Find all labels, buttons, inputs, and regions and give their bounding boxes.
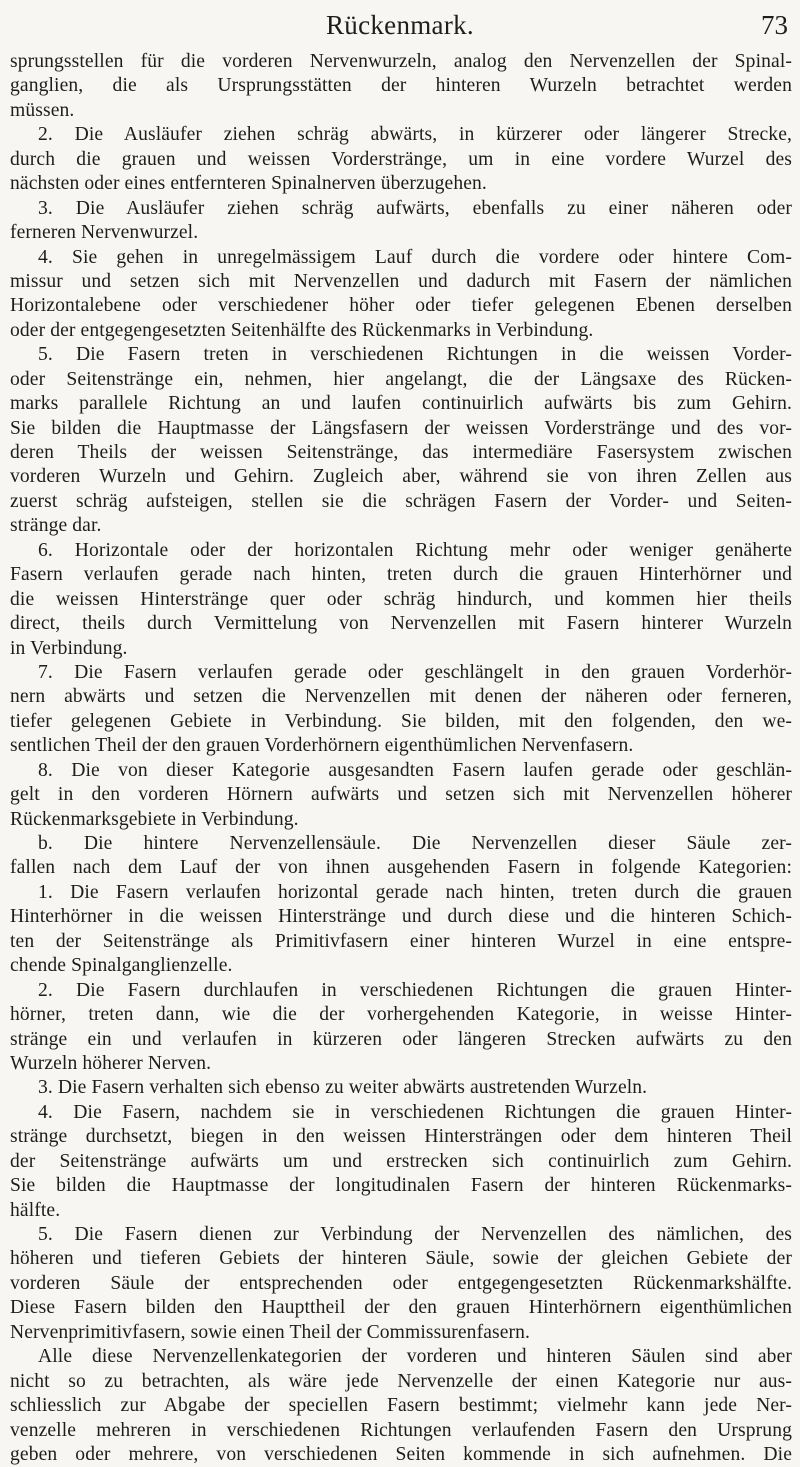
text-line: ganglien, die als Ursprungsstätten der hinteren Wurzeln betrachtet werden [10, 75, 792, 97]
text-line: 1. Die Fasern verlaufen horizontal gerade nach hinten, treten durch die grauen [38, 881, 792, 903]
text-line: 4. Die Fasern, nachdem sie in verschiedenen Richtungen die grauen Hinter- [38, 1101, 792, 1123]
text-line: zuerst schräg aufsteigen, stellen sie die schrägen Fasern der Vorder- und Seiten- [10, 490, 792, 512]
running-title: Rückenmark. [325, 10, 474, 40]
text-line: Hinterhörner in die weissen Hinterstränge und durch diese und die hinteren Schich- [10, 906, 792, 928]
text-line: die weissen Hinterstränge quer oder schräg hindurch, und kommen hier theils [10, 588, 792, 610]
text-line: stränge dar. [10, 515, 102, 537]
body-text [10, 50, 792, 1467]
text-line: nicht so zu betrachten, als wäre jede Nervenzelle der einen Kategorie nur aus- [10, 1370, 792, 1392]
text-line: b. Die hintere Nervenzellensäule. Die Nervenzellen dieser Säule zer- [38, 833, 792, 854]
text-line: der Seitenstränge aufwärts um und erstrecken sich continuirlich zum Gehirn. [10, 1150, 792, 1172]
text-line: vorderen Wurzeln und Gehirn. Zugleich aber, während sie von ihren Zellen aus [10, 466, 792, 488]
text-line: hörner, treten dann, wie die der vorhergehenden Kategorie, in weisse Hinter- [10, 1004, 792, 1026]
text-line: Diese Fasern bilden den Haupttheil der den grauen Hinterhörnern eigenthümlichen [10, 1297, 792, 1319]
text-line: deren Theils der weissen Seitenstränge, das intermediäre Fasersystem zwischen [10, 442, 792, 463]
running-header [0, 6, 800, 46]
text-line: 3. Die Fasern verhalten sich ebenso zu weiter abwärts austretenden Wurzeln. [38, 1077, 648, 1099]
text-line: Rückenmarksgebiete in Verbindung. [10, 808, 299, 830]
text-line: Sie bilden die Hauptmasse der Längsfasern der weissen Vorderstränge und des vor- [10, 417, 792, 439]
text-line: in Verbindung. [10, 637, 128, 659]
text-line: sentlichen Theil der den grauen Vorderhörnern eigenthümlichen Nervenfasern. [10, 735, 634, 757]
text-line: ferneren Nervenwurzel. [10, 222, 199, 244]
text-line: 3. Die Ausläufer ziehen schräg aufwärts, ebenfalls zu einer näheren oder [38, 197, 792, 219]
page-number: 73 [761, 10, 788, 40]
text-line: ten der Seitenstränge als Primitivfasern einer hinteren Wurzel in eine entspre- [10, 930, 792, 952]
text-line: 5. Die Fasern dienen zur Verbindung der Nervenzellen des nämlichen, des [38, 1224, 792, 1245]
text-line: hälfte. [10, 1199, 61, 1221]
text-line: 2. Die Fasern durchlaufen in verschiedenen Richtungen die grauen Hinter- [38, 979, 792, 1001]
text-line: müssen. [10, 99, 75, 121]
text-line: 8. Die von dieser Kategorie ausgesandten Fasern laufen gerade oder geschlän- [38, 759, 792, 781]
text-line: nern abwärts und setzen die Nervenzellen mit denen der näheren oder ferneren, [10, 686, 792, 708]
text-line: durch die grauen und weissen Vorderstränge, um in eine vordere Wurzel des [10, 148, 792, 170]
text-line: 7. Die Fasern verlaufen gerade oder geschlängelt in den grauen Vorderhör- [38, 661, 792, 683]
text-line: sprungsstellen für die vorderen Nervenwurzeln, analog den Nervenzellen der Spinal- [10, 51, 792, 72]
text-line: fallen nach dem Lauf der von ihnen ausgehenden Fasern in folgende Kategorien: [10, 857, 792, 879]
text-line: geben oder mehrere, von verschiedenen Seiten kommende in sich aufnehmen. Die [10, 1443, 792, 1465]
text-line: tiefer gelegenen Gebiete in Verbindung. Sie bilden, mit den folgenden, den we- [10, 710, 792, 732]
text-line: gelt in den vorderen Hörnern aufwärts und setzen sich mit Nervenzellen höherer [10, 784, 792, 806]
text-line: chende Spinalganglienzelle. [10, 955, 233, 977]
text-line: Alle diese Nervenzellenkategorien der vorderen und hinteren Säulen sind aber [38, 1346, 792, 1368]
text-line: 4. Sie gehen in unregelmässigem Lauf durch die vordere oder hintere Com- [38, 246, 792, 268]
text-line: 2. Die Ausläufer ziehen schräg abwärts, in kürzerer oder längerer Strecke, [38, 124, 792, 146]
text-line: Horizontalebene oder verschiedener höher oder tiefer gelegenen Ebenen derselben [10, 295, 792, 317]
text-line: Nervenprimitivfasern, sowie einen Theil der Commissurenfasern. [10, 1321, 531, 1343]
text-line: vorderen Säule der entsprechenden oder entgegengesetzten Rückenmarkshälfte. [10, 1272, 792, 1294]
text-line: nächsten oder eines entfernteren Spinalnerven überzugehen. [10, 173, 487, 195]
text-line: venzelle mehreren in verschiedenen Richtungen verlaufenden Fasern den Ursprung [10, 1419, 792, 1441]
text-line: missur und setzen sich mit Nervenzellen und dadurch mit Fasern der nämlichen [10, 270, 792, 292]
text-line: Fasern verlaufen gerade nach hinten, treten durch die grauen Hinterhörner und [10, 564, 792, 586]
text-line: marks parallele Richtung an und laufen continuirlich aufwärts bis zum Gehirn. [10, 393, 792, 415]
text-line: schliesslich zur Abgabe der speciellen Fasern bestimmt; vielmehr kann jede Ner- [10, 1395, 792, 1417]
text-line: stränge durchsetzt, biegen in den weissen Hintersträngen oder dem hinteren Theil [10, 1126, 792, 1148]
text-line: oder der entgegengesetzten Seitenhälfte des Rückenmarks in Verbindung. [10, 319, 594, 341]
text-line: oder Seitenstränge ein, nehmen, hier angelangt, die der Längsaxe des Rücken- [10, 368, 792, 390]
text-line: höheren und tieferen Gebiets der hinteren Säule, sowie der gleichen Gebiete der [10, 1248, 792, 1270]
text-line: Wurzeln höherer Nerven. [10, 1052, 212, 1074]
text-line: 6. Horizontale oder der horizontalen Richtung mehr oder weniger genäherte [38, 539, 792, 561]
text-line: direct, theils durch Vermittelung von Nervenzellen mit Fasern hinterer Wurzeln [10, 613, 792, 635]
text-line: 5. Die Fasern treten in verschiedenen Richtungen in die weissen Vorder- [38, 344, 792, 366]
text-line: stränge ein und verlaufen in kürzeren oder längeren Strecken aufwärts zu den [10, 1028, 792, 1050]
text-line: Sie bilden die Hauptmasse der longitudinalen Fasern der hinteren Rückenmarks- [10, 1175, 792, 1197]
